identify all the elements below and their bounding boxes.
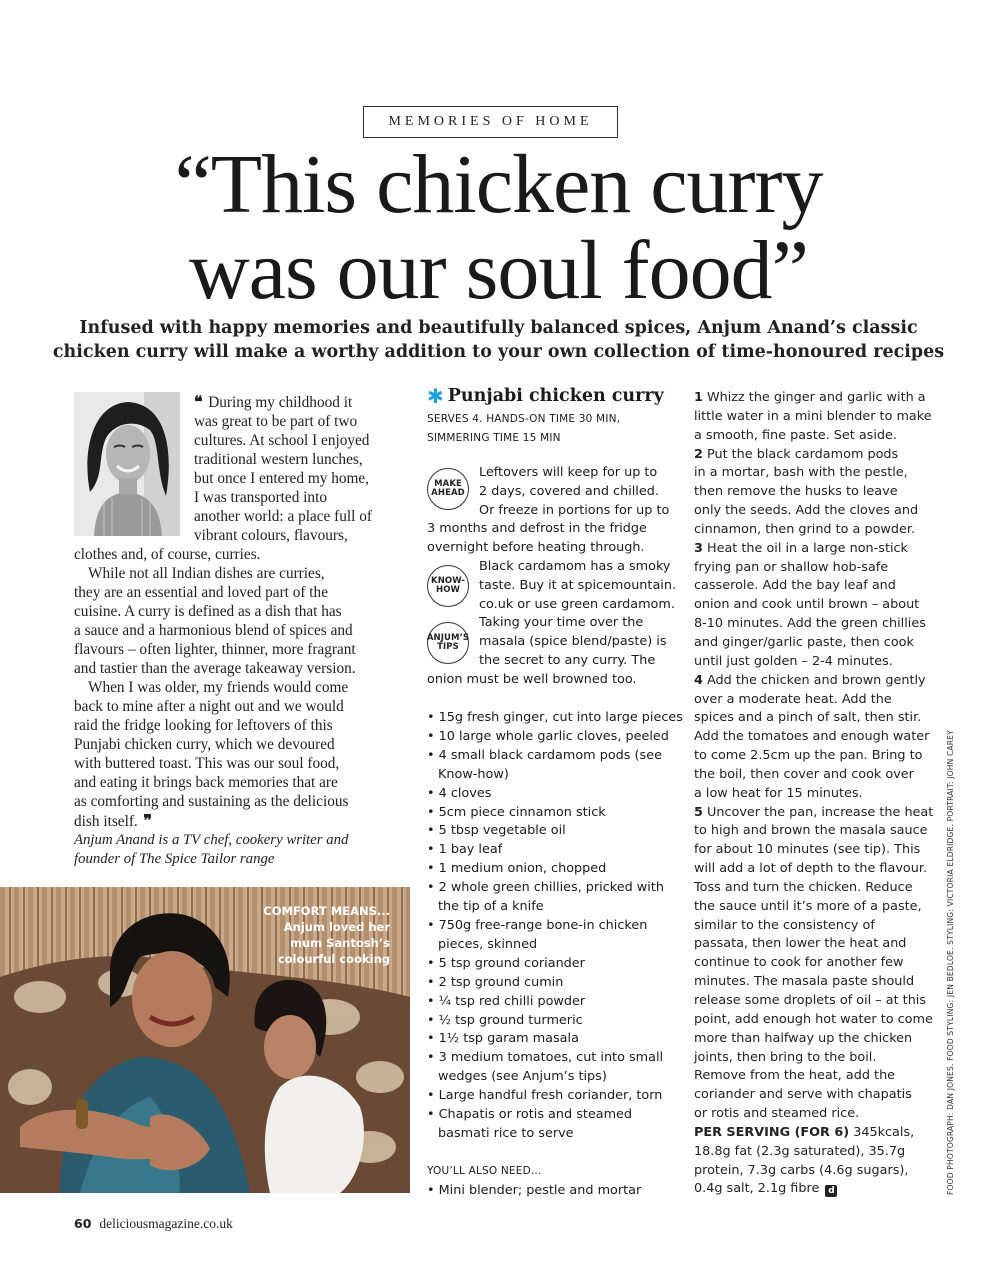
ingredient-line: basmati rice to serve [438,1125,574,1141]
method-line: frying pan or shallow hob-safe [694,559,889,575]
method-line: to high and brown the masala sauce [694,823,928,839]
method-line: only the seeds. Add the cloves and [694,503,919,519]
page-number: 60 [74,1216,92,1231]
method-line: more than halfway up the chicken [694,1030,913,1046]
quote-line: vibrant colours, flavours, [194,527,348,544]
quote-line: another world: a place full of [194,508,372,525]
author-bio-line: Anjum Anand is a TV chef, cookery writer and [74,832,349,848]
quote-line: When I was older, my friends would come [88,679,349,696]
method-line: Remove from the heat, add the [694,1068,896,1084]
nutrition-line: 0.4g salt, 2.1g fibre d [694,1180,939,1199]
ingredient-line: Know-how) [438,766,509,782]
quote-line: with buttered toast. This was our soul food, [74,755,340,772]
method-line: and ginger/garlic paste, then cook [694,634,914,650]
method-line: until just golden – 2-4 minutes. [694,653,893,669]
method-line: spices and a pinch of salt, then stir. [694,710,922,726]
method-line: over a moderate heat. Add the [694,691,892,707]
method-line: onion and cook until brown – about [694,597,920,613]
caption-line: mum Santosh’s [289,936,390,950]
recipe-serves: SERVES 4. HANDS-ON TIME 30 MIN, SIMMERING TIME 15 MIN [427,413,621,444]
tip-line: overnight before heating through. [427,540,645,556]
anjums-tips-badge: ANJUM’S TIPS [427,622,469,664]
quote-line: raid the fridge looking for leftovers of this [74,717,333,734]
tip-line: Black cardamom has a smoky [479,558,671,574]
quote-line: cuisine. A curry is defined as a dish that has [74,603,342,620]
ingredient-line: • ½ tsp ground turmeric [427,1012,583,1028]
recipe-tips [427,464,677,690]
ingredient-line: • 2 tsp ground cumin [427,974,564,990]
method-line: minutes. The masala paste should [694,974,915,990]
ingredient-line: • 4 cloves [427,785,492,801]
headline-line-1: “This chicken curry [174,138,823,231]
headline [0,138,997,317]
nutrition-line: protein, 7.3g carbs (4.6g sugars), [694,1162,909,1178]
method-line: point, add enough hot water to come [694,1011,933,1027]
caption-line: colourful cooking [277,952,390,966]
ingredient-line: • Large handful fresh coriander, torn [427,1088,663,1104]
method-line: or rotis and steamed rice. [694,1106,860,1122]
tip-line: taste. Buy it at spicemountain. [479,577,677,593]
ingredient-line: • Chapatis or rotis and steamed [427,1107,633,1123]
method-line: to come 2.5cm up the pan. Bring to [694,748,923,764]
standfirst-line-1: Infused with happy memories and beautifully balanced spices, Anjum Anand’s classic [79,318,918,338]
quote-line: clothes and, of course, curries. [74,546,261,563]
quote-line: flavours – often lighter, thinner, more fragrant [74,641,356,658]
pull-quote-column [74,392,386,869]
nutrition-line: PER SERVING (FOR 6) 345kcals, [694,1124,915,1140]
method-line: a smooth, fine paste. Set aside. [694,427,897,443]
asterisk-icon: ✱ [427,384,444,408]
step-number: 4 [694,672,703,688]
method-line: similar to the consistency of [694,917,875,933]
caption-line: Anjum loved her [283,920,390,934]
also-need-heading: YOU’LL ALSO NEED... [427,1165,542,1177]
method-line: in a mortar, bash with the pestle, [694,465,908,481]
quote-line: back to mine after a night out and we would [74,698,344,715]
ingredient-line: • 750g free-range bone-in chicken [427,917,648,933]
quote-line: they are an essential and loved part of the [74,584,328,601]
nutrition-label: PER SERVING (FOR 6) [694,1124,850,1140]
quote-line: traditional western lunches, [194,451,363,468]
quote-line: was great to be part of two [194,413,358,430]
quote-line: While not all Indian dishes are curries, [88,565,325,582]
ingredient-line: • 1½ tsp garam masala [427,1031,579,1047]
method-line: for about 10 minutes (see tip). This [694,842,921,858]
nutrition-line: 18.8g fat (2.3g saturated), 35.7g [694,1143,906,1159]
method-line: coriander and serve with chapatis [694,1087,912,1103]
caption-line: COMFORT MEANS... [263,904,390,918]
photo-credits: FOOD PHOTOGRAPH: DAN JONES. FOOD STYLING: JEN BEDLOE. STYLING: VICTORIA ELDRIDGE. PORTRAIT: JOHN CAREY [946,730,955,1195]
step-number: 3 [694,540,703,556]
quote-line: dish itself. ❞ [74,811,152,830]
headline-line-2: was our soul food” [189,224,808,317]
quote-line: I was transported into [194,489,327,506]
method-column [694,389,939,1199]
tip-line: the secret to any curry. The [479,652,656,668]
ingredient-line: • 15g fresh ginger, cut into large pieces [427,710,683,725]
method-line: joints, then bring to the boil. [694,1049,877,1065]
method-line: a low heat for 15 minutes. [694,785,863,801]
ingredient-line: • 1 medium onion, chopped [427,861,607,877]
method-line: 4 Add the chicken and brown gently [694,672,926,688]
step-number: 2 [694,446,703,462]
method-line: 3 Heat the oil in a large non-stick [694,540,908,556]
method-line: cinnamon, then grind to a powder. [694,521,916,537]
ingredient-line: • ¼ tsp red chilli powder [427,993,586,1009]
make-ahead-badge: MAKE AHEAD [427,468,469,510]
ingredient-line: • 5cm piece cinnamon stick [427,804,606,820]
ingredient-line: • 1 bay leaf [427,842,503,858]
page-folio [74,1216,233,1232]
tip-line: masala (spice blend/paste) is [479,634,667,650]
ingredient-line: • 4 small black cardamom pods (see [427,747,662,763]
tip-line: 3 months and defrost in the fridge [427,521,647,537]
recipe-title: ✱ Punjabi chicken curry [427,384,664,408]
method-line: 1 Whizz the ginger and garlic with a [694,390,926,405]
step-number: 5 [694,804,703,820]
quote-line: ❝ During my childhood it [194,392,353,411]
method-line: passata, then lower the heat and [694,936,907,952]
tip-line: Taking your time over the [479,615,644,631]
ingredient-line: • 3 medium tomatoes, cut into small [427,1050,664,1066]
photo-caption [263,903,390,967]
quote-line: Punjabi chicken curry, which we devoured [74,736,335,753]
open-quote-mark: ❝ [194,392,209,411]
method-line: then remove the husks to leave [694,484,898,500]
ingredient-line: • 2 whole green chillies, pricked with [427,880,664,896]
quote-line: as comforting and sustaining as the delicious [74,793,349,810]
ingredient-line: • 5 tsp ground coriander [427,955,585,971]
section-kicker: MEMORIES OF HOME [363,106,618,138]
method-line: casserole. Add the bay leaf and [694,578,896,594]
tip-line: Or freeze in portions for up to [479,502,670,518]
ingredient-line: • 10 large whole garlic cloves, peeled [427,728,669,744]
quote-line: cultures. At school I enjoyed [194,432,370,449]
family-photo [0,887,410,1193]
ingredient-line: the tip of a knife [438,899,544,915]
method-line: continue to cook for another few [694,955,904,971]
close-quote-mark: ❞ [137,811,152,830]
method-line: little water in a mini blender to make [694,408,932,424]
know-how-badge: KNOW-HOW [427,565,469,607]
quote-line: and tastier than the average takeaway version. [74,660,356,677]
method-line: will add a lot of depth to the flavour. [694,861,928,877]
also-need-item: • Mini blender; pestle and mortar [427,1183,642,1198]
tip-line: 2 days, covered and chilled. [479,483,659,499]
ingredient-line: pieces, skinned [438,936,538,952]
quote-line: a sauce and a harmonious blend of spices and [74,622,353,639]
standfirst [0,316,997,364]
standfirst-line-2: chicken curry will make a worthy addition to your own collection of time-honoured recipes [52,342,945,362]
method-line: the boil, then cover and cook over [694,766,914,782]
author-bio-line: founder of The Spice Tailor range [74,851,275,867]
method-line: Toss and turn the chicken. Reduce [694,879,913,895]
delicious-logo-icon: d [825,1185,837,1197]
method-line: Add the tomatoes and enough water [694,729,930,745]
method-line: the sauce until it’s more of a paste, [694,898,922,914]
tip-line: onion must be well browned too. [427,671,637,687]
quote-line: and eating it brings back memories that are [74,774,338,791]
ingredients-list [427,709,689,1144]
method-line: release some droplets of oil – at this [694,993,927,1008]
ingredient-line: wedges (see Anjum’s tips) [438,1069,607,1085]
step-number: 1 [694,390,703,405]
method-line: 2 Put the black cardamom pods [694,446,899,462]
ingredient-line: • 5 tbsp vegetable oil [427,823,566,839]
method-line: 5 Uncover the pan, increase the heat [694,804,934,820]
website-url: deliciousmagazine.co.uk [99,1216,233,1231]
tip-line: Leftovers will keep for up to [479,465,658,480]
tip-line: co.uk or use green cardamom. [479,596,675,612]
quote-line: but once I entered my home, [194,470,370,487]
method-line: 8-10 minutes. Add the green chillies [694,616,926,632]
